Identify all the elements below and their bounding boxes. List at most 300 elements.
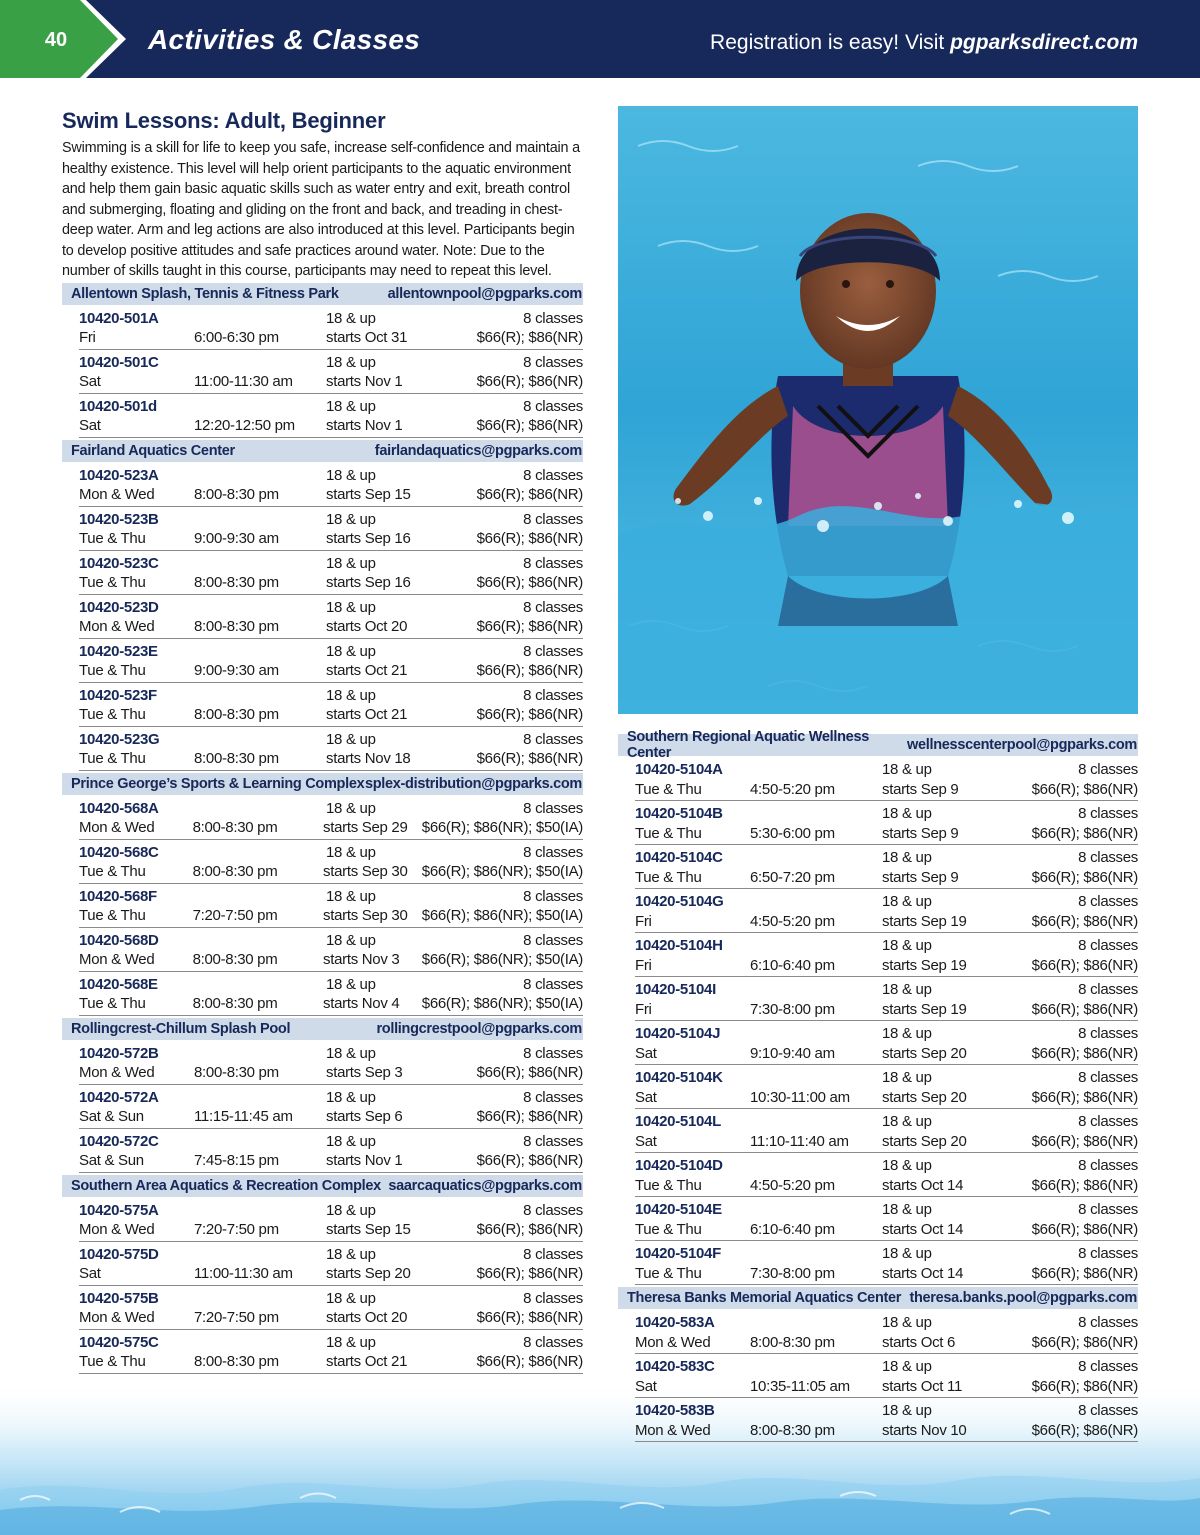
session-start: starts Sep 15: [326, 486, 411, 503]
session-days: Sat: [635, 1088, 657, 1106]
session-start: starts Sep 30: [323, 907, 408, 924]
session-row: [79, 884, 583, 928]
right-column: [618, 729, 1138, 1444]
session-classes: 8 classes: [523, 799, 583, 817]
session-days: Tue & Thu: [79, 530, 146, 547]
page-header: [0, 0, 1200, 78]
session-days: Tue & Thu: [79, 1353, 146, 1370]
session-time: 6:50-7:20 pm: [750, 868, 835, 886]
session-start: starts Sep 19: [882, 912, 967, 930]
location-header: [62, 440, 583, 462]
session-start: starts Oct 14: [882, 1220, 964, 1238]
session-classes: 8 classes: [523, 1245, 583, 1263]
session-age: 18 & up: [882, 849, 932, 866]
session-start: starts Sep 19: [882, 956, 967, 974]
session-days: Mon & Wed: [79, 618, 155, 635]
session-classes: 8 classes: [523, 730, 583, 748]
session-time: 5:30-6:00 pm: [750, 824, 835, 842]
session-days: Mon & Wed: [635, 1333, 711, 1351]
location-email-link[interactable]: saarcaquatics@pgparks.com: [388, 1177, 582, 1194]
location-group: [62, 283, 583, 438]
session-time: 8:00-8:30 pm: [192, 995, 278, 1012]
location-email-link[interactable]: wellnesscenterpool@pgparks.com: [907, 737, 1137, 753]
session-classes: 8 classes: [523, 466, 583, 484]
session-fee: $66(R); $86(NR): [476, 1353, 583, 1370]
session-days: Tue & Thu: [79, 863, 146, 880]
session-code: 10420-5104A: [635, 761, 723, 778]
location-group: [62, 1018, 583, 1173]
session-row: [635, 757, 1138, 801]
page-number: 40: [44, 29, 68, 51]
session-code: 10420-5104H: [635, 937, 723, 954]
session-code: 10420-5104C: [635, 849, 723, 866]
session-age: 18 & up: [882, 1245, 932, 1262]
session-start: starts Oct 14: [882, 1176, 964, 1194]
session-age: 18 & up: [326, 843, 376, 861]
registration-link[interactable]: pgparksdirect.com: [950, 31, 1138, 54]
session-days: Sat: [635, 1377, 657, 1395]
session-days: Tue & Thu: [79, 662, 146, 679]
session-days: Fri: [635, 912, 652, 930]
session-classes: 8 classes: [523, 1201, 583, 1219]
session-age: 18 & up: [882, 1113, 932, 1130]
session-row: [79, 972, 583, 1016]
right-location-list: [618, 729, 1138, 1442]
session-time: 4:50-5:20 pm: [750, 780, 835, 798]
session-start: starts Nov 3: [323, 951, 400, 968]
session-row: [79, 1330, 583, 1374]
session-code: 10420-583C: [635, 1358, 715, 1375]
session-row: [635, 1021, 1138, 1065]
session-row: [635, 1065, 1138, 1109]
session-classes: 8 classes: [1078, 1157, 1138, 1174]
session-days: Mon & Wed: [79, 486, 155, 503]
session-start: starts Oct 6: [882, 1333, 956, 1351]
session-fee: $66(R); $86(NR): [476, 750, 583, 767]
left-location-list: [62, 283, 583, 1374]
session-classes: 8 classes: [523, 931, 583, 949]
session-start: starts Sep 16: [326, 530, 411, 547]
session-code: 10420-5104D: [635, 1157, 723, 1174]
session-time: 6:10-6:40 pm: [750, 956, 835, 974]
session-classes: 8 classes: [1078, 1358, 1138, 1375]
course-title: Swim Lessons: Adult, Beginner: [62, 108, 386, 133]
session-code: 10420-575D: [79, 1245, 159, 1263]
session-start: starts Nov 18: [326, 750, 411, 767]
session-fee: $66(R); $86(NR): [1031, 824, 1138, 842]
session-row: [79, 463, 583, 507]
session-row: [79, 928, 583, 972]
location-group: [62, 1175, 583, 1374]
session-classes: 8 classes: [1078, 1069, 1138, 1086]
session-time: 9:00-9:30 am: [194, 530, 279, 547]
session-classes: 8 classes: [523, 975, 583, 993]
session-classes: 8 classes: [523, 309, 583, 327]
location-header: [618, 1287, 1138, 1309]
session-classes: 8 classes: [523, 642, 583, 660]
session-start: starts Sep 30: [323, 863, 408, 880]
location-email-link[interactable]: splex-distribution@pgparks.com: [364, 775, 582, 792]
session-start: starts Sep 20: [882, 1044, 967, 1062]
session-code: 10420-583A: [635, 1314, 715, 1331]
location-header: [618, 729, 1138, 761]
session-code: 10420-5104I: [635, 981, 716, 998]
session-start: starts Nov 10: [882, 1421, 967, 1439]
session-days: Sat: [79, 373, 101, 390]
session-classes: 8 classes: [523, 686, 583, 704]
session-start: starts Sep 16: [326, 574, 411, 591]
session-row: [635, 1310, 1138, 1354]
session-fee: $66(R); $86(NR): [1031, 1333, 1138, 1351]
session-row: [635, 1197, 1138, 1241]
location-header: [62, 283, 583, 305]
session-classes: 8 classes: [1078, 805, 1138, 822]
session-classes: 8 classes: [523, 510, 583, 528]
session-age: 18 & up: [882, 937, 932, 954]
session-classes: 8 classes: [523, 843, 583, 861]
session-start: starts Oct 14: [882, 1264, 964, 1282]
session-start: starts Sep 15: [326, 1221, 411, 1238]
session-start: starts Sep 9: [882, 868, 959, 886]
session-fee: $66(R); $86(NR): [1031, 1220, 1138, 1238]
session-days: Mon & Wed: [79, 819, 155, 836]
session-row: [635, 801, 1138, 845]
session-start: starts Oct 21: [326, 1353, 408, 1370]
session-start: starts Sep 20: [326, 1265, 411, 1282]
session-row: [79, 350, 583, 394]
course-description: Swimming is a skill for life to keep you safe, increase self-confidence and maintain a healthy existence. This level will help orient participants to the aquatic environment and help them gain basic aquatic skills such as water entry and exit, breath control and submerging, floating and gliding on the front and back, and treading in chest-deep water. Arm and leg actions are also introduced at this level. Participants begin to develop positive attitudes and safe practices around water. Note: Due to the number of skills taught in this course, participants may need to repeat this level.: [62, 140, 580, 279]
session-fee: $66(R); $86(NR): [1031, 1421, 1138, 1439]
left-column: [62, 108, 583, 1376]
session-time: 7:20-7:50 pm: [192, 907, 278, 924]
session-fee: $66(R); $86(NR); $50(IA): [421, 995, 583, 1012]
session-start: starts Sep 20: [882, 1132, 967, 1150]
session-fee: $66(R); $86(NR): [1031, 1044, 1138, 1062]
session-classes: 8 classes: [1078, 1025, 1138, 1042]
registration-line: [710, 31, 1138, 55]
session-age: 18 & up: [326, 975, 376, 993]
session-fee: $66(R); $86(NR); $50(IA): [421, 907, 583, 924]
session-row: [79, 394, 583, 438]
session-code: 10420-583B: [635, 1402, 715, 1419]
session-age: 18 & up: [326, 353, 376, 371]
session-start: starts Nov 1: [326, 1152, 403, 1169]
session-code: 10420-568E: [79, 975, 158, 993]
session-classes: 8 classes: [523, 1333, 583, 1351]
session-code: 10420-5104L: [635, 1113, 721, 1130]
session-time: 8:00-8:30 pm: [194, 706, 279, 723]
session-classes: 8 classes: [1078, 1113, 1138, 1130]
session-time: 10:30-11:00 am: [750, 1088, 850, 1106]
session-time: 9:00-9:30 am: [194, 662, 279, 679]
session-days: Sat & Sun: [79, 1108, 144, 1125]
session-row: [635, 889, 1138, 933]
session-start: starts Oct 20: [326, 1309, 408, 1326]
session-code: 10420-5104E: [635, 1201, 722, 1218]
session-fee: $66(R); $86(NR): [1031, 868, 1138, 886]
session-days: Sat: [79, 417, 101, 434]
session-days: Fri: [635, 956, 652, 974]
session-row: [79, 683, 583, 727]
section-title: Activities & Classes: [148, 24, 421, 55]
session-fee: $66(R); $86(NR); $50(IA): [421, 819, 583, 836]
location-name: Allentown Splash, Tennis & Fitness Park: [71, 285, 339, 302]
session-time: 6:00-6:30 pm: [194, 329, 279, 346]
session-start: starts Sep 9: [882, 780, 959, 798]
session-time: 6:10-6:40 pm: [750, 1220, 835, 1238]
session-time: 10:35-11:05 am: [750, 1377, 850, 1395]
location-group: [62, 773, 583, 1016]
session-row: [79, 306, 583, 350]
session-time: 4:50-5:20 pm: [750, 1176, 835, 1194]
session-fee: $66(R); $86(NR): [1031, 1264, 1138, 1282]
session-time: 8:00-8:30 pm: [194, 750, 279, 767]
session-classes: 8 classes: [1078, 1314, 1138, 1331]
session-age: 18 & up: [882, 1069, 932, 1086]
session-row: [635, 1354, 1138, 1398]
session-start: starts Nov 1: [326, 373, 403, 390]
session-code: 10420-5104B: [635, 805, 723, 822]
session-code: 10420-568D: [79, 931, 159, 949]
location-group: [618, 729, 1138, 1285]
session-row: [79, 507, 583, 551]
session-time: 8:00-8:30 pm: [194, 618, 279, 635]
session-age: 18 & up: [326, 1245, 376, 1263]
location-header: [62, 773, 583, 795]
session-code: 10420-568C: [79, 843, 159, 861]
session-classes: 8 classes: [523, 1088, 583, 1106]
session-fee: $66(R); $86(NR): [476, 662, 583, 679]
session-days: Tue & Thu: [79, 750, 146, 767]
session-fee: $66(R); $86(NR): [476, 373, 583, 390]
session-row: [635, 977, 1138, 1021]
session-time: 4:50-5:20 pm: [750, 912, 835, 930]
session-time: 7:30-8:00 pm: [750, 1264, 835, 1282]
session-row: [79, 840, 583, 884]
session-classes: 8 classes: [523, 598, 583, 616]
session-row: [635, 845, 1138, 889]
session-start: starts Sep 19: [882, 1000, 967, 1018]
session-start: starts Sep 6: [326, 1108, 403, 1125]
session-fee: $66(R); $86(NR): [476, 329, 583, 346]
session-days: Tue & Thu: [635, 1264, 702, 1282]
session-age: 18 & up: [326, 1044, 376, 1062]
session-age: 18 & up: [326, 1201, 376, 1219]
session-code: 10420-523E: [79, 642, 158, 660]
session-fee: $66(R); $86(NR): [476, 1221, 583, 1238]
session-age: 18 & up: [326, 799, 376, 817]
session-time: 8:00-8:30 pm: [750, 1333, 835, 1351]
session-classes: 8 classes: [1078, 1201, 1138, 1218]
session-time: 11:10-11:40 am: [750, 1132, 849, 1150]
session-time: 7:30-8:00 pm: [750, 1000, 835, 1018]
session-time: 7:20-7:50 pm: [194, 1221, 279, 1238]
session-classes: 8 classes: [1078, 761, 1138, 778]
session-age: 18 & up: [326, 1132, 376, 1150]
session-age: 18 & up: [326, 397, 376, 415]
session-start: starts Sep 29: [323, 819, 408, 836]
session-fee: $66(R); $86(NR): [476, 417, 583, 434]
session-time: 12:20-12:50 pm: [194, 417, 295, 434]
session-row: [79, 796, 583, 840]
session-age: 18 & up: [326, 1333, 376, 1351]
session-age: 18 & up: [882, 893, 932, 910]
session-list: [62, 1198, 583, 1374]
session-code: 10420-523D: [79, 598, 159, 616]
session-list: [62, 306, 583, 438]
session-fee: $66(R); $86(NR): [476, 486, 583, 503]
session-fee: $66(R); $86(NR): [476, 530, 583, 547]
session-age: 18 & up: [882, 761, 932, 778]
session-start: starts Sep 3: [326, 1064, 403, 1081]
session-start: starts Oct 21: [326, 662, 408, 679]
session-time: 7:45-8:15 pm: [194, 1152, 279, 1169]
session-start: starts Sep 20: [882, 1088, 967, 1106]
session-age: 18 & up: [326, 598, 376, 616]
session-fee: $66(R); $86(NR); $50(IA): [421, 951, 583, 968]
session-code: 10420-5104K: [635, 1069, 723, 1086]
session-code: 10420-523A: [79, 466, 159, 484]
session-days: Mon & Wed: [79, 1064, 155, 1081]
session-days: Tue & Thu: [635, 1220, 702, 1238]
session-row: [635, 1153, 1138, 1197]
session-code: 10420-572B: [79, 1044, 159, 1062]
session-age: 18 & up: [882, 1314, 932, 1331]
session-fee: $66(R); $86(NR): [1031, 1088, 1138, 1106]
session-age: 18 & up: [882, 1358, 932, 1375]
session-time: 8:00-8:30 pm: [194, 574, 279, 591]
session-days: Tue & Thu: [79, 995, 146, 1012]
session-code: 10420-501C: [79, 353, 159, 371]
session-age: 18 & up: [326, 1088, 376, 1106]
session-code: 10420-5104F: [635, 1245, 721, 1262]
session-row: [79, 639, 583, 683]
session-days: Fri: [635, 1000, 652, 1018]
session-row: [79, 1041, 583, 1085]
session-classes: 8 classes: [523, 887, 583, 905]
session-fee: $66(R); $86(NR); $50(IA): [421, 863, 583, 880]
location-email-link[interactable]: theresa.banks.pool@pgparks.com: [909, 1290, 1137, 1306]
session-time: 8:00-8:30 pm: [194, 1353, 279, 1370]
session-time: 7:20-7:50 pm: [194, 1309, 279, 1326]
session-days: Tue & Thu: [635, 1176, 702, 1194]
location-name: Southern Area Aquatics & Recreation Complex: [71, 1177, 381, 1194]
session-code: 10420-523B: [79, 510, 159, 528]
session-row: [79, 1286, 583, 1330]
location-name: Prince George’s Sports & Learning Complex: [71, 775, 365, 792]
session-list: [618, 757, 1138, 1285]
session-code: 10420-501d: [79, 397, 157, 415]
location-email-link[interactable]: rollingcrestpool@pgparks.com: [376, 1020, 582, 1037]
session-fee: $66(R); $86(NR): [1031, 1132, 1138, 1150]
session-row: [635, 1109, 1138, 1153]
session-classes: 8 classes: [1078, 849, 1138, 866]
session-row: [79, 727, 583, 771]
session-days: Tue & Thu: [79, 907, 146, 924]
session-row: [79, 1085, 583, 1129]
session-code: 10420-5104J: [635, 1025, 721, 1042]
session-row: [635, 1398, 1138, 1442]
location-header: [62, 1175, 583, 1197]
session-fee: $66(R); $86(NR): [476, 618, 583, 635]
session-list: [62, 1041, 583, 1173]
session-time: 8:00-8:30 pm: [192, 951, 278, 968]
session-age: 18 & up: [326, 309, 376, 327]
session-code: 10420-523G: [79, 730, 160, 748]
session-days: Sat: [635, 1132, 657, 1150]
session-age: 18 & up: [326, 730, 376, 748]
session-fee: $66(R); $86(NR): [476, 1265, 583, 1282]
registration-text: Registration is easy! Visit: [710, 31, 951, 54]
session-fee: $66(R); $86(NR): [1031, 1377, 1138, 1395]
session-age: 18 & up: [882, 1157, 932, 1174]
session-age: 18 & up: [326, 686, 376, 704]
session-row: [79, 1242, 583, 1286]
location-name: Theresa Banks Memorial Aquatics Center: [627, 1290, 902, 1306]
session-fee: $66(R); $86(NR): [476, 1152, 583, 1169]
session-fee: $66(R); $86(NR): [476, 706, 583, 723]
session-row: [79, 551, 583, 595]
session-age: 18 & up: [326, 466, 376, 484]
session-classes: 8 classes: [523, 353, 583, 371]
session-fee: $66(R); $86(NR): [1031, 780, 1138, 798]
session-classes: 8 classes: [1078, 893, 1138, 910]
session-time: 11:00-11:30 am: [194, 1265, 293, 1282]
location-name: Fairland Aquatics Center: [71, 442, 235, 459]
session-time: 8:00-8:30 pm: [192, 863, 278, 880]
session-days: Sat: [635, 1044, 657, 1062]
session-classes: 8 classes: [1078, 981, 1138, 998]
session-code: 10420-575A: [79, 1201, 159, 1219]
session-row: [635, 1241, 1138, 1285]
location-email-link[interactable]: allentownpool@pgparks.com: [387, 285, 582, 302]
session-time: 8:00-8:30 pm: [750, 1421, 835, 1439]
session-classes: 8 classes: [523, 1132, 583, 1150]
session-code: 10420-575B: [79, 1289, 159, 1307]
session-start: starts Oct 20: [326, 618, 408, 635]
session-time: 8:00-8:30 pm: [192, 819, 278, 836]
session-list: [62, 463, 583, 771]
session-classes: 8 classes: [1078, 1245, 1138, 1262]
session-time: 9:10-9:40 am: [750, 1044, 835, 1062]
session-classes: 8 classes: [523, 554, 583, 572]
session-fee: $66(R); $86(NR): [1031, 1000, 1138, 1018]
session-classes: 8 classes: [523, 397, 583, 415]
session-days: Tue & Thu: [635, 824, 702, 842]
session-days: Tue & Thu: [79, 574, 146, 591]
session-fee: $66(R); $86(NR): [476, 1064, 583, 1081]
session-code: 10420-523C: [79, 554, 159, 572]
session-age: 18 & up: [882, 805, 932, 822]
session-code: 10420-5104G: [635, 893, 724, 910]
session-code: 10420-568A: [79, 799, 159, 817]
session-classes: 8 classes: [1078, 937, 1138, 954]
session-fee: $66(R); $86(NR): [1031, 1176, 1138, 1194]
location-header: [62, 1018, 583, 1040]
session-age: 18 & up: [882, 1025, 932, 1042]
session-days: Tue & Thu: [79, 706, 146, 723]
session-days: Mon & Wed: [79, 1309, 155, 1326]
session-age: 18 & up: [882, 1402, 932, 1419]
location-email-link[interactable]: fairlandaquatics@pgparks.com: [374, 442, 582, 459]
session-fee: $66(R); $86(NR): [1031, 912, 1138, 930]
session-row: [635, 933, 1138, 977]
session-start: starts Nov 1: [326, 417, 403, 434]
session-fee: $66(R); $86(NR): [1031, 956, 1138, 974]
session-age: 18 & up: [326, 554, 376, 572]
session-days: Mon & Wed: [635, 1421, 711, 1439]
session-fee: $66(R); $86(NR): [476, 574, 583, 591]
